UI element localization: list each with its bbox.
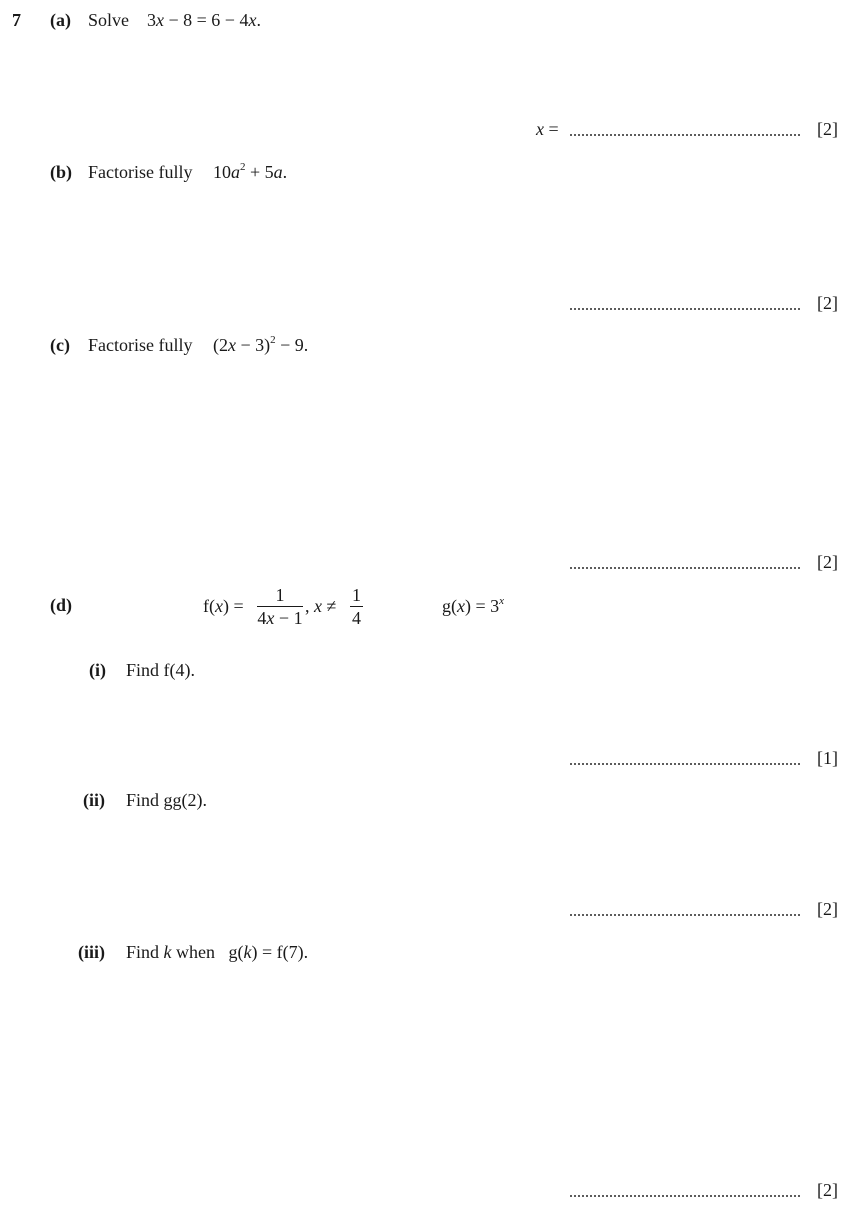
part-b-label: (b) bbox=[50, 162, 72, 182]
f-fraction-denominator: 4x − 1 bbox=[257, 608, 303, 628]
part-a-answer-line[interactable] bbox=[569, 134, 801, 136]
condition-denominator: 4 bbox=[352, 608, 361, 628]
part-c-answer-line[interactable] bbox=[569, 567, 801, 569]
sub-ii-label: (ii) bbox=[83, 790, 105, 810]
part-b-expression: $10a^2 + 5a$. bbox=[213, 161, 288, 182]
condition-fraction-bar bbox=[350, 606, 363, 607]
condition-fraction bbox=[350, 586, 363, 626]
sub-iii-marks: [2] bbox=[817, 1180, 838, 1200]
f-fraction-numerator: 1 bbox=[275, 585, 285, 605]
sub-iii-label: (iii) bbox=[78, 942, 105, 962]
part-b-answer-line[interactable] bbox=[569, 308, 801, 310]
part-a-label: (a) bbox=[50, 10, 71, 30]
part-c-instruction: Factorise fully bbox=[88, 335, 193, 355]
sub-i-label: (i) bbox=[89, 660, 106, 680]
f-definition-lhs: f(x) = bbox=[203, 596, 244, 616]
part-c-label: (c) bbox=[50, 335, 70, 355]
sub-iii-answer-line[interactable] bbox=[569, 1195, 801, 1197]
part-d-label: (d) bbox=[50, 595, 72, 615]
part-a-equation: 3x − 8 = 6 − 4x. bbox=[147, 10, 261, 30]
sub-i-marks: [1] bbox=[817, 748, 838, 768]
part-a-instruction: Solve bbox=[88, 10, 130, 30]
f-fraction-bar bbox=[257, 606, 303, 607]
g-definition: $g(x) = 3^x$ bbox=[442, 595, 505, 616]
sub-iii-text: Find k when g(k) = f(7). bbox=[126, 942, 309, 962]
sub-ii-text: Find gg(2). bbox=[126, 790, 207, 810]
condition-numerator: 1 bbox=[352, 585, 361, 605]
part-a-marks: [2] bbox=[817, 119, 838, 139]
sub-ii-answer-line[interactable] bbox=[569, 914, 801, 916]
part-c-expression: $(2x - 3)^2 - 9$. bbox=[213, 334, 309, 355]
part-a-answer-prefix: x = bbox=[536, 119, 559, 139]
f-definition-condition: , x ≠ bbox=[305, 596, 337, 616]
part-b-marks: [2] bbox=[817, 293, 838, 313]
f-definition-fraction bbox=[257, 586, 303, 626]
sub-ii-marks: [2] bbox=[817, 899, 838, 919]
sub-i-answer-line[interactable] bbox=[569, 763, 801, 765]
part-c-marks: [2] bbox=[817, 552, 838, 572]
sub-i-text: Find f(4). bbox=[126, 660, 195, 680]
question-number: 7 bbox=[12, 10, 21, 30]
part-b-instruction: Factorise fully bbox=[88, 162, 193, 182]
